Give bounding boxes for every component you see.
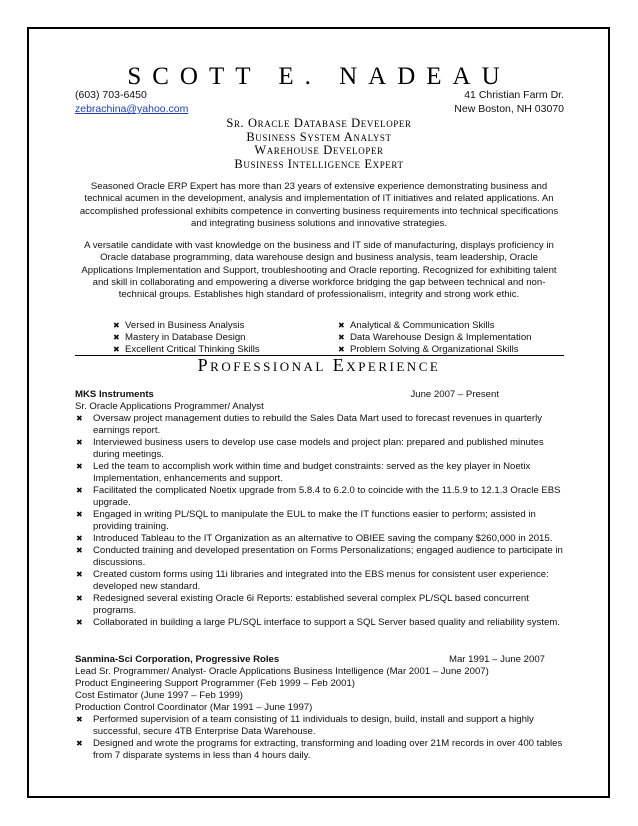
list-item: ✖ Collaborated in building a large PL/SQL interface to support a SQL Server based quality and reliability system. [76, 617, 560, 628]
job-role: Product Engineering Support Programmer (Feb 1999 – Feb 2001) [75, 678, 355, 689]
company-name: MKS Instruments [75, 389, 154, 400]
cross-bullet-icon: ✖ [76, 739, 83, 748]
cross-bullet-icon: ✖ [338, 333, 345, 342]
list-item: ✖ Led the team to accomplish work within time and budget constraints: served as the key player in Noetix Implementation, enhancements and support. [76, 461, 531, 484]
list-item: ✖ Facilitated the complicated Noetix upgrade from 5.8.4 to 6.2.0 to coincide with the 11.5.9 to 12.1.3 Oracle EBS upgrade. [76, 485, 561, 508]
skill-item: ✖ Mastery in Database Design [113, 332, 246, 343]
list-item: ✖ Designed and wrote the programs for extracting, transforming and loading over 21M records in over 400 tables from 7 disparate systems in less than 4 hours daily. [76, 738, 563, 761]
email-link[interactable]: zebrachina@yahoo.com [75, 103, 189, 115]
section-title: Professional Experience [197, 355, 441, 375]
list-item: ✖ Created custom forms using 11i libraries and integrated into the EBS menus for consistent user experience: developed new standard. [76, 569, 549, 592]
title-line: Warehouse Developer [254, 143, 384, 157]
job-mks [75, 389, 565, 629]
cross-bullet-icon: ✖ [338, 321, 345, 330]
title-line: Business System Analyst [246, 129, 392, 144]
summary-paragraph-2: A versatile candidate with vast knowledge on the business and IT side of manufacturing, displays proficiency in Oracle database programming, data warehouse design and business analysis, team leadership, Oracle Applications Implementation and Support, troubleshooting and Oracle reporting. Recognized for exhibiting talent and skill in collaborating and empowering a diverse workforce bridging the gap between technical and non-technical groups. Establishes high standard of professionalism, integrity and strong work ethic. [81, 240, 557, 301]
list-item: ✖ Introduced Tableau to the IT Organization as an alternative to OBIEE saving the company $260,000 in 2015. [76, 533, 553, 544]
skill-item: ✖ Data Warehouse Design & Implementation [338, 332, 532, 343]
list-item: ✖ Interviewed business users to develop use case models and project plan: prepared and published minutes during meetings. [76, 437, 544, 460]
job-role: Cost Estimator (June 1997 – Feb 1999) [75, 690, 243, 701]
skill-item: ✖ Excellent Critical Thinking Skills [113, 344, 260, 355]
cross-bullet-icon: ✖ [76, 414, 83, 423]
cross-bullet-icon: ✖ [113, 321, 120, 330]
contact-left [75, 88, 188, 116]
cross-bullet-icon: ✖ [76, 546, 83, 555]
job-role: Production Control Coordinator (Mar 1991 – June 1997) [75, 702, 313, 713]
candidate-name: SCOTT E. NADEAU [127, 63, 511, 90]
skill-item: ✖ Problem Solving & Organizational Skills [338, 344, 519, 355]
summary-paragraph-1: Seasoned Oracle ERP Expert has more than 23 years of extensive experience demonstrating business and technical acumen in the development, analysis and implementation of IT initiatives and related applications. An accomplished professional exhibits competence in converting business requirements into technical specifications and integrating business solutions and innovative strategies. [79, 181, 559, 229]
cross-bullet-icon: ✖ [76, 570, 83, 579]
phone: (603) 703-6450 [75, 89, 147, 101]
job-sanmina [75, 654, 565, 762]
cross-bullet-icon: ✖ [76, 438, 83, 447]
cross-bullet-icon: ✖ [76, 715, 83, 724]
cross-bullet-icon: ✖ [338, 345, 345, 354]
cross-bullet-icon: ✖ [113, 345, 120, 354]
skill-item: ✖ Analytical & Communication Skills [338, 320, 495, 331]
cross-bullet-icon: ✖ [76, 618, 83, 627]
skills-right [338, 320, 532, 356]
job-dates: Mar 1991 – June 2007 [448, 654, 545, 665]
title-line: Sr. Oracle Database Developer [226, 116, 412, 130]
contact-right [454, 88, 564, 116]
list-item: ✖ Oversaw project management duties to rebuild the Sales Data Mart used to forecast revenues in quarterly earnings report. [76, 413, 543, 436]
street-address: 41 Christian Farm Dr. [464, 89, 564, 101]
list-item: ✖ Engaged in writing PL/SQL to manipulate the EUL to make the IT functions easier to perform; assisted in providing training. [76, 509, 536, 532]
list-item: ✖ Performed supervision of a team consisting of 11 individuals to design, build, install and support a highly successful, secure 4TB Enterprise Data Warehouse. [76, 714, 534, 737]
cross-bullet-icon: ✖ [76, 594, 83, 603]
list-item: ✖ Conducted training and developed presentation on Forms Personalizations; engaged audience to participate in discussions. [76, 545, 563, 568]
cross-bullet-icon: ✖ [76, 462, 83, 471]
job-role: Lead Sr. Programmer/ Analyst- Oracle Applications Business Intelligence (Mar 2001 – June 2007) [75, 666, 489, 677]
list-item: ✖ Redesigned several existing Oracle 6i Reports: established several complex PL/SQL based concurrent programs. [76, 593, 529, 616]
skill-item: ✖ Versed in Business Analysis [113, 320, 245, 331]
job-dates: June 2007 – Present [410, 389, 499, 400]
job-role: Sr. Oracle Applications Programmer/ Analyst [75, 401, 264, 412]
company-name: Sanmina-Sci Corporation, Progressive Roles [75, 654, 280, 665]
cross-bullet-icon: ✖ [76, 534, 83, 543]
city-address: New Boston, NH 03070 [454, 103, 564, 115]
cross-bullet-icon: ✖ [76, 510, 83, 519]
title-line: Business Intelligence Expert [234, 156, 404, 171]
cross-bullet-icon: ✖ [113, 333, 120, 342]
cross-bullet-icon: ✖ [76, 486, 83, 495]
job-titles [0, 117, 638, 171]
skills-left [113, 320, 260, 356]
